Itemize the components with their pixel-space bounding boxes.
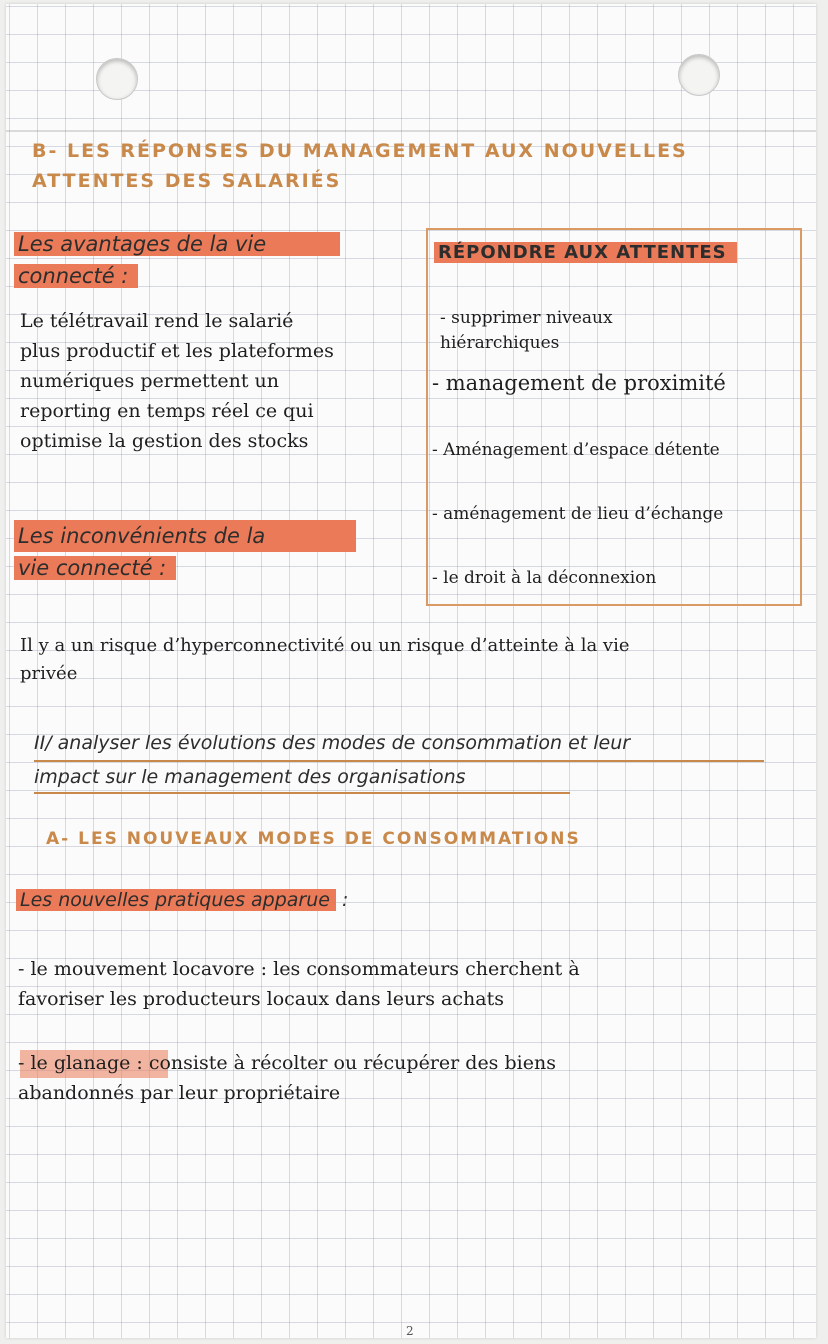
- header-rule: [6, 130, 816, 132]
- inconvenients-text-line1: Il y a un risque d’hyperconnectivité ou un risque d’atteinte à la vie: [20, 635, 630, 656]
- punch-hole-right: [678, 54, 720, 96]
- avantages-text-line: reporting en temps réel ce qui: [20, 400, 314, 422]
- avantages-heading-line1: Les avantages de la vie: [14, 232, 340, 256]
- punch-hole-left: [96, 58, 138, 100]
- attentes-item: - Aménagement d’espace détente: [432, 440, 720, 460]
- locavore-text: [18, 954, 580, 1014]
- pratiques-heading-text: Les nouvelles pratiques apparue: [16, 889, 336, 911]
- attentes-box-title-text: RÉPONDRE AUX ATTENTES: [434, 242, 737, 263]
- attentes-item: - aménagement de lieu d’échange: [432, 504, 724, 524]
- inconvenients-heading: [14, 520, 275, 584]
- section-b-title: [32, 136, 688, 196]
- attentes-box: [426, 228, 802, 606]
- page-number: 2: [406, 1324, 414, 1338]
- avantages-heading: [14, 228, 340, 292]
- part-two-underline-1: [34, 760, 764, 762]
- pratiques-heading-colon: :: [342, 889, 349, 911]
- attentes-box-title: [434, 238, 737, 268]
- attentes-item: - le droit à la déconnexion: [432, 568, 657, 588]
- avantages-heading-line2: connecté :: [14, 264, 138, 288]
- avantages-text-line: Le télétravail rend le salarié: [20, 310, 294, 332]
- inconvenients-text: [20, 632, 810, 688]
- attentes-item: - supprimer niveaux: [440, 308, 613, 328]
- avantages-text: [20, 306, 420, 456]
- inconvenients-text-line2: privée: [20, 663, 78, 684]
- glanage-line1: - le glanage : consiste à récolter ou récupérer des biens: [18, 1052, 556, 1074]
- inconvenients-heading-line1: Les inconvénients de la: [18, 524, 266, 548]
- part-two-underline-2: [34, 792, 570, 794]
- inconvenients-heading-line2: vie connecté :: [14, 556, 176, 580]
- attentes-item: - management de proximité: [432, 371, 726, 395]
- attentes-item: hiérarchiques: [440, 333, 560, 353]
- part-two-line2: impact sur le management des organisations: [34, 766, 466, 788]
- glanage-line2: abandonnés par leur propriétaire: [18, 1082, 341, 1104]
- locavore-line2: favoriser les producteurs locaux dans leurs achats: [18, 988, 504, 1010]
- index-card: [6, 4, 816, 1338]
- section-b-title-line1: B- LES RÉPONSES DU MANAGEMENT AUX NOUVELLES: [32, 140, 688, 162]
- avantages-text-line: plus productif et les plateformes: [20, 340, 334, 362]
- section-a-title: A- LES NOUVEAUX MODES DE CONSOMMATIONS: [46, 829, 581, 849]
- section-b-title-line2: ATTENTES DES SALARIÉS: [32, 170, 342, 192]
- part-two-line1: II/ analyser les évolutions des modes de consommation et leur: [34, 732, 631, 754]
- avantages-text-line: numériques permettent un: [20, 370, 279, 392]
- pratiques-heading: [16, 884, 348, 916]
- glanage-text: [18, 1048, 556, 1108]
- avantages-text-line: optimise la gestion des stocks: [20, 430, 309, 452]
- locavore-line1: - le mouvement locavore : les consommateurs cherchent à: [18, 958, 580, 980]
